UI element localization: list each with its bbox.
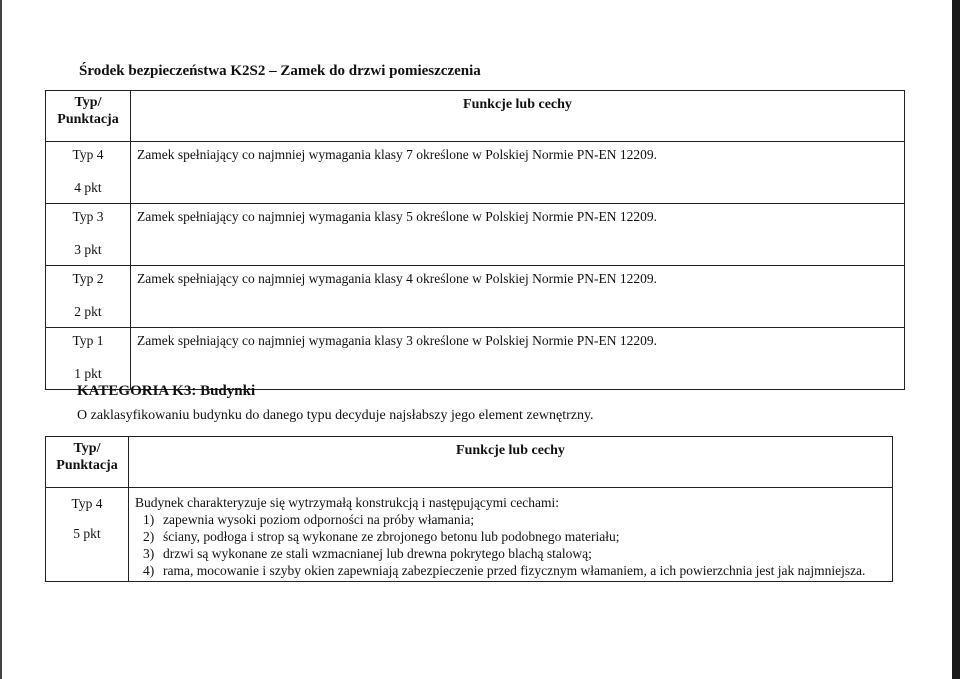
- item-text: drzwi są wykonane ze stali wzmacnianej lub drewna pokrytego blachą stalową;: [163, 546, 592, 561]
- type-cell: [46, 328, 131, 390]
- type-name: Typ 3: [72, 209, 104, 224]
- item-number: 4): [143, 563, 155, 578]
- description-cell: Zamek spełniający co najmniej wymagania klasy 4 określone w Polskiej Normie PN-EN 12209.: [131, 266, 905, 328]
- type-name: Typ 1: [72, 333, 104, 348]
- section1-title: Środek bezpieczeństwa K2S2 – Zamek do drzwi pomieszczenia: [79, 63, 481, 79]
- type-name: Typ 4: [71, 496, 103, 511]
- item-text: zapewnia wysoki poziom odporności na próby włamania;: [163, 512, 475, 527]
- table-header-row: [46, 437, 893, 488]
- type-header-line1: Typ/: [74, 95, 102, 110]
- type-header-line2: Punktacja: [56, 458, 118, 473]
- lock-type-table: [45, 90, 905, 390]
- features-column-header: Funkcje lub cechy: [131, 91, 905, 142]
- list-item: [135, 562, 892, 579]
- list-item: [135, 528, 892, 545]
- item-text: rama, mocowanie i szyby okien zapewniają zabezpieczenie przed fizycznym włamaniem, a ich powierzchnia jest jak najmniejsza.: [163, 563, 866, 578]
- item-number: 3): [143, 546, 155, 561]
- description-cell: Zamek spełniający co najmniej wymagania klasy 5 określone w Polskiej Normie PN-EN 12209.: [131, 204, 905, 266]
- scan-edge-left: [0, 0, 2, 679]
- table-header-row: [46, 91, 905, 142]
- type-points: 1 pkt: [74, 366, 102, 381]
- description-intro: Budynek charakteryzuje się wytrzymałą konstrukcją i następującymi cechami:: [135, 495, 559, 510]
- type-points: 2 pkt: [74, 304, 102, 319]
- type-name: Typ 2: [72, 271, 104, 286]
- type-name: Typ 4: [72, 147, 104, 162]
- type-cell: [46, 266, 131, 328]
- table-row: [46, 142, 905, 204]
- table-row: [46, 488, 893, 582]
- type-cell: [46, 204, 131, 266]
- type-points: 5 pkt: [73, 526, 101, 541]
- scan-edge-right: [952, 0, 960, 679]
- description-cell: Zamek spełniający co najmniej wymagania klasy 7 określone w Polskiej Normie PN-EN 12209.: [131, 142, 905, 204]
- description-cell: [129, 488, 893, 582]
- type-header-line2: Punktacja: [57, 112, 119, 127]
- type-cell: [46, 142, 131, 204]
- features-column-header: Funkcje lub cechy: [129, 437, 893, 488]
- table-row: [46, 328, 905, 390]
- item-number: 2): [143, 529, 155, 544]
- description-cell: Zamek spełniający co najmniej wymagania klasy 3 określone w Polskiej Normie PN-EN 12209.: [131, 328, 905, 390]
- type-cell: [46, 488, 129, 582]
- section2-note: O zaklasyfikowaniu budynku do danego typu decyduje najsłabszy jego element zewnętrzny.: [77, 408, 594, 423]
- type-header-line1: Typ/: [73, 441, 101, 456]
- type-points: 3 pkt: [74, 242, 102, 257]
- list-item: [135, 545, 892, 562]
- building-type-table: [45, 436, 893, 582]
- type-column-header: [46, 91, 131, 142]
- table-row: [46, 266, 905, 328]
- type-points: 4 pkt: [74, 180, 102, 195]
- table-row: [46, 204, 905, 266]
- item-text: ściany, podłoga i strop są wykonane ze zbrojonego betonu lub podobnego materiału;: [163, 529, 620, 544]
- list-item: [135, 511, 892, 528]
- type-column-header: [46, 437, 129, 488]
- section2-title: KATEGORIA K3: Budynki: [77, 383, 256, 399]
- feature-list: [135, 511, 892, 579]
- item-number: 1): [143, 512, 155, 527]
